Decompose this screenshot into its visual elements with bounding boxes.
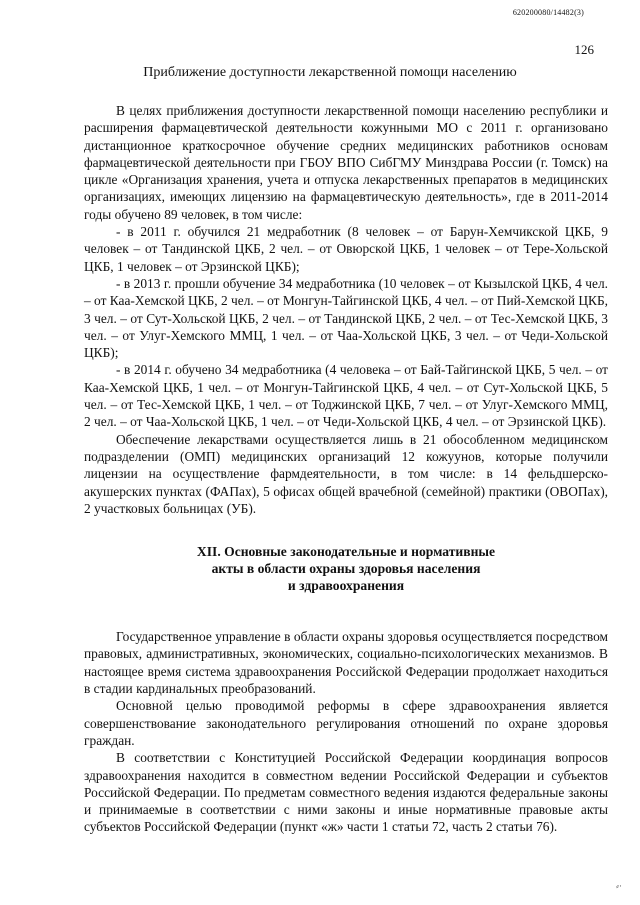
section-heading bbox=[84, 543, 608, 594]
document-code: 620200080/14482(3) bbox=[512, 8, 584, 17]
section-heading-line1: XII. Основные законодательные и нормативные bbox=[196, 544, 496, 560]
scan-mark: ⸗· bbox=[616, 881, 622, 891]
list-item-2011: - в 2011 г. обучился 21 медработник (8 человек – от Барун-Хемчикской ЦКБ, 9 человек – от Тандинской ЦКБ, 2 чел. – от Овюрской ЦКБ, 1 человек – от Тере-Хольской ЦКБ, 1 человек – от Эрзинской ЦКБ); bbox=[84, 224, 608, 274]
subsection-title: Приближение доступности лекарственной помощи населению bbox=[143, 65, 517, 80]
page-body bbox=[84, 64, 608, 836]
paragraph-supply: Обеспечение лекарствами осуществляется лишь в 21 обособленном медицинском подразделении (ОМП) медицинских организаций 12 кожуунов, которые получили лицензии на осуществление фармдеятельности, в том числе: в 14 фельдшерско-акушерских пунктах (ФАПах), 5 офисах общей врачебной (семейной) практики (ОВОПах), 2 участковых больницах (УБ). bbox=[84, 431, 608, 516]
paragraph-training: В целях приближения доступности лекарственной помощи населению республики и расширения фармацевтической деятельности кожунными МО с 2011 г. организовано дистанционное краткосрочное обучение средних медицинских работников основам фармацевтической деятельности при ГБОУ ВПО СибГМУ Минздрава России (г. Томск) на цикле «Организация хранения, учета и отпуска лекарственных препаратов в медицинских организациях, имеющих лицензию на фармацевтическую деятельность», где в 2011-2014 годы обучено 89 человек, в том числе: bbox=[84, 103, 608, 222]
list-item-2013: - в 2013 г. прошли обучение 34 медработника (10 человек – от Кызылской ЦКБ, 4 чел. – от Каа-Хемской ЦКБ, 2 чел. – от Монгун-Тайгинской ЦКБ, 4 чел. – от Пий-Хемской ЦКБ, 3 чел. – от Сут-Хольской ЦКБ, 2 чел. – от Тандинской ЦКБ, 2 чел. – от Тес-Хемской ЦКБ, 3 чел. – от Улуг-Хемского ММЦ, 1 чел. – от Чаа-Хольской ЦКБ, 3 чел. – от Чеди-Хольской ЦКБ); bbox=[84, 275, 608, 361]
paragraph-constitution: В соответствии с Конституцией Российской Федерации координация вопросов здравоохранения находится в совместном ведении Российской Федерации и субъектов Российской Федерации. По предметам совместного ведения издаются федеральные законы и принимаемые в соответствии с ними законы и иные нормативные правовые акты субъектов Российской Федерации (пункт «ж» части 1 статьи 72, часть 2 статьи 76). bbox=[84, 750, 608, 835]
paragraph-governance: Государственное управление в области охраны здоровья осуществляется посредством правовых, административных, экономических, социально-психологических механизмов. В настоящее время система здравоохранения Российской Федерации продолжает находиться в стадии кардинальных преобразований. bbox=[84, 629, 608, 697]
section-heading-line2: акты в области охраны здоровья населения bbox=[211, 561, 481, 577]
list-item-2014: - в 2014 г. обучено 34 медработника (4 человека – от Бай-Тайгинской ЦКБ, 5 чел. – от Каа-Хемской ЦКБ, 1 чел. – от Монгун-Тайгинской ЦКБ, 4 чел. – от Сут-Хольской ЦКБ, 5 чел. – от Тес-Хемской ЦКБ, 1 чел. – от Тоджинской ЦКБ, 7 чел. – от Улуг-Хемского ММЦ, 2 чел. – от Чаа-Хольской ЦКБ, 1 чел. – от Чеди-Хольской ЦКБ, 4 чел. – от Эрзинской ЦКБ). bbox=[84, 362, 608, 430]
page-number: 126 bbox=[574, 42, 594, 57]
paragraph-reform-goal: Основной целью проводимой реформы в сфере здравоохранения является совершенствование законодательного регулирования отношений по охране здоровья граждан. bbox=[84, 698, 608, 748]
section-heading-line3: и здравоохранения bbox=[287, 578, 405, 594]
